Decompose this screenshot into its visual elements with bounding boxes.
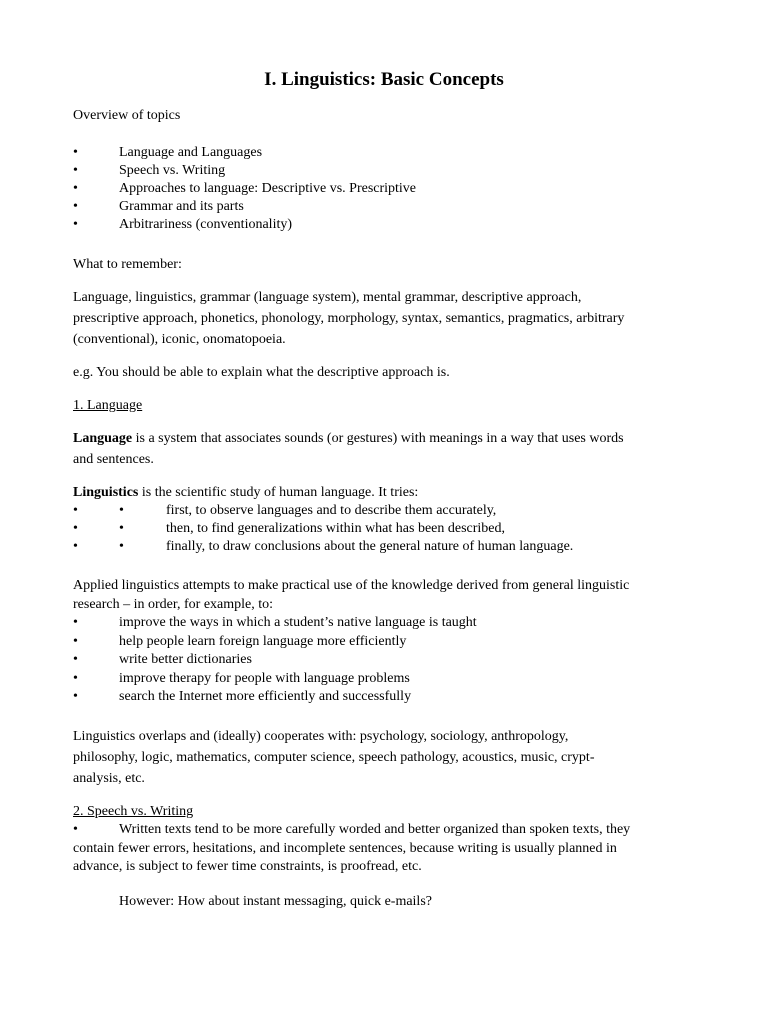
bullet-glyph: • xyxy=(73,615,78,630)
applied-item: write better dictionaries xyxy=(119,652,252,667)
definition-text: is the scientific study of human language. It tries: xyxy=(138,485,419,500)
tries-item: then, to find generalizations within what has been described, xyxy=(166,521,506,536)
tries-item: finally, to draw conclusions about the general nature of human language. xyxy=(166,539,574,554)
bullet-glyph: • xyxy=(73,539,78,554)
applied-item: improve the ways in which a student’s native language is taught xyxy=(119,615,477,630)
bullet-glyph: • xyxy=(119,539,124,554)
example-line: e.g. You should be able to explain what the descriptive approach is. xyxy=(73,365,450,380)
bullet-glyph: • xyxy=(119,503,124,518)
bullet-glyph: • xyxy=(73,145,78,160)
bullet-glyph: • xyxy=(73,671,78,686)
language-definition-cont: and sentences. xyxy=(73,452,154,467)
overview-item: Language and Languages xyxy=(119,145,263,160)
definition-text: is a system that associates sounds (or gestures) with meanings in a way that uses words xyxy=(132,431,624,446)
bullet-glyph: • xyxy=(73,521,78,536)
applied-paragraph-cont: research – in order, for example, to: xyxy=(73,597,274,612)
overview-item: Arbitrariness (conventionality) xyxy=(119,217,293,232)
overview-item: Approaches to language: Descriptive vs. Prescriptive xyxy=(119,181,417,196)
applied-item: improve therapy for people with language problems xyxy=(119,671,410,686)
bullet-glyph: • xyxy=(73,181,78,196)
section-heading-language: 1. Language xyxy=(73,398,143,413)
written-paragraph-cont: advance, is subject to fewer time constraints, is proofread, etc. xyxy=(73,859,422,874)
overview-item: Speech vs. Writing xyxy=(119,163,226,178)
term-linguistics: Linguistics xyxy=(73,485,139,500)
remember-line: prescriptive approach, phonetics, phonology, morphology, syntax, semantics, pragmatics, arbitrary xyxy=(73,311,625,326)
remember-line: Language, linguistics, grammar (language system), mental grammar, descriptive approach, xyxy=(73,290,582,305)
remember-heading: What to remember: xyxy=(73,257,182,272)
applied-item: search the Internet more efficiently and successfully xyxy=(119,689,412,704)
bullet-glyph: • xyxy=(73,822,78,837)
bullet-glyph: • xyxy=(73,199,78,214)
written-paragraph-cont: contain fewer errors, hesitations, and incomplete sentences, because writing is usually planned in xyxy=(73,841,617,856)
written-paragraph: Written texts tend to be more carefully worded and better organized than spoken texts, they xyxy=(119,822,631,837)
overlaps-line: analysis, etc. xyxy=(73,771,145,786)
bullet-glyph: • xyxy=(73,503,78,518)
bullet-glyph: • xyxy=(73,217,78,232)
language-definition xyxy=(73,430,624,448)
term-language: Language xyxy=(73,431,133,446)
bullet-glyph: • xyxy=(73,652,78,667)
overlaps-line: philosophy, logic, mathematics, computer science, speech pathology, acoustics, music, crypt- xyxy=(73,750,595,765)
bullet-glyph: • xyxy=(73,634,78,649)
linguistics-definition xyxy=(73,484,418,502)
applied-item: help people learn foreign language more efficiently xyxy=(119,634,407,649)
remember-line: (conventional), iconic, onomatopoeia. xyxy=(73,332,286,347)
bullet-glyph: • xyxy=(73,163,78,178)
bullet-glyph: • xyxy=(119,521,124,536)
overview-item: Grammar and its parts xyxy=(119,199,244,214)
however-line: However: How about instant messaging, quick e-mails? xyxy=(119,894,432,909)
tries-item: first, to observe languages and to describe them accurately, xyxy=(166,503,497,518)
bullet-glyph: • xyxy=(73,689,78,704)
overlaps-line: Linguistics overlaps and (ideally) cooperates with: psychology, sociology, anthropology, xyxy=(73,729,569,744)
applied-paragraph: Applied linguistics attempts to make practical use of the knowledge derived from general linguistic xyxy=(73,578,630,593)
overview-heading: Overview of topics xyxy=(73,108,181,123)
page-title: I. Linguistics: Basic Concepts xyxy=(264,69,504,90)
section-heading-speech-writing: 2. Speech vs. Writing xyxy=(73,804,194,819)
